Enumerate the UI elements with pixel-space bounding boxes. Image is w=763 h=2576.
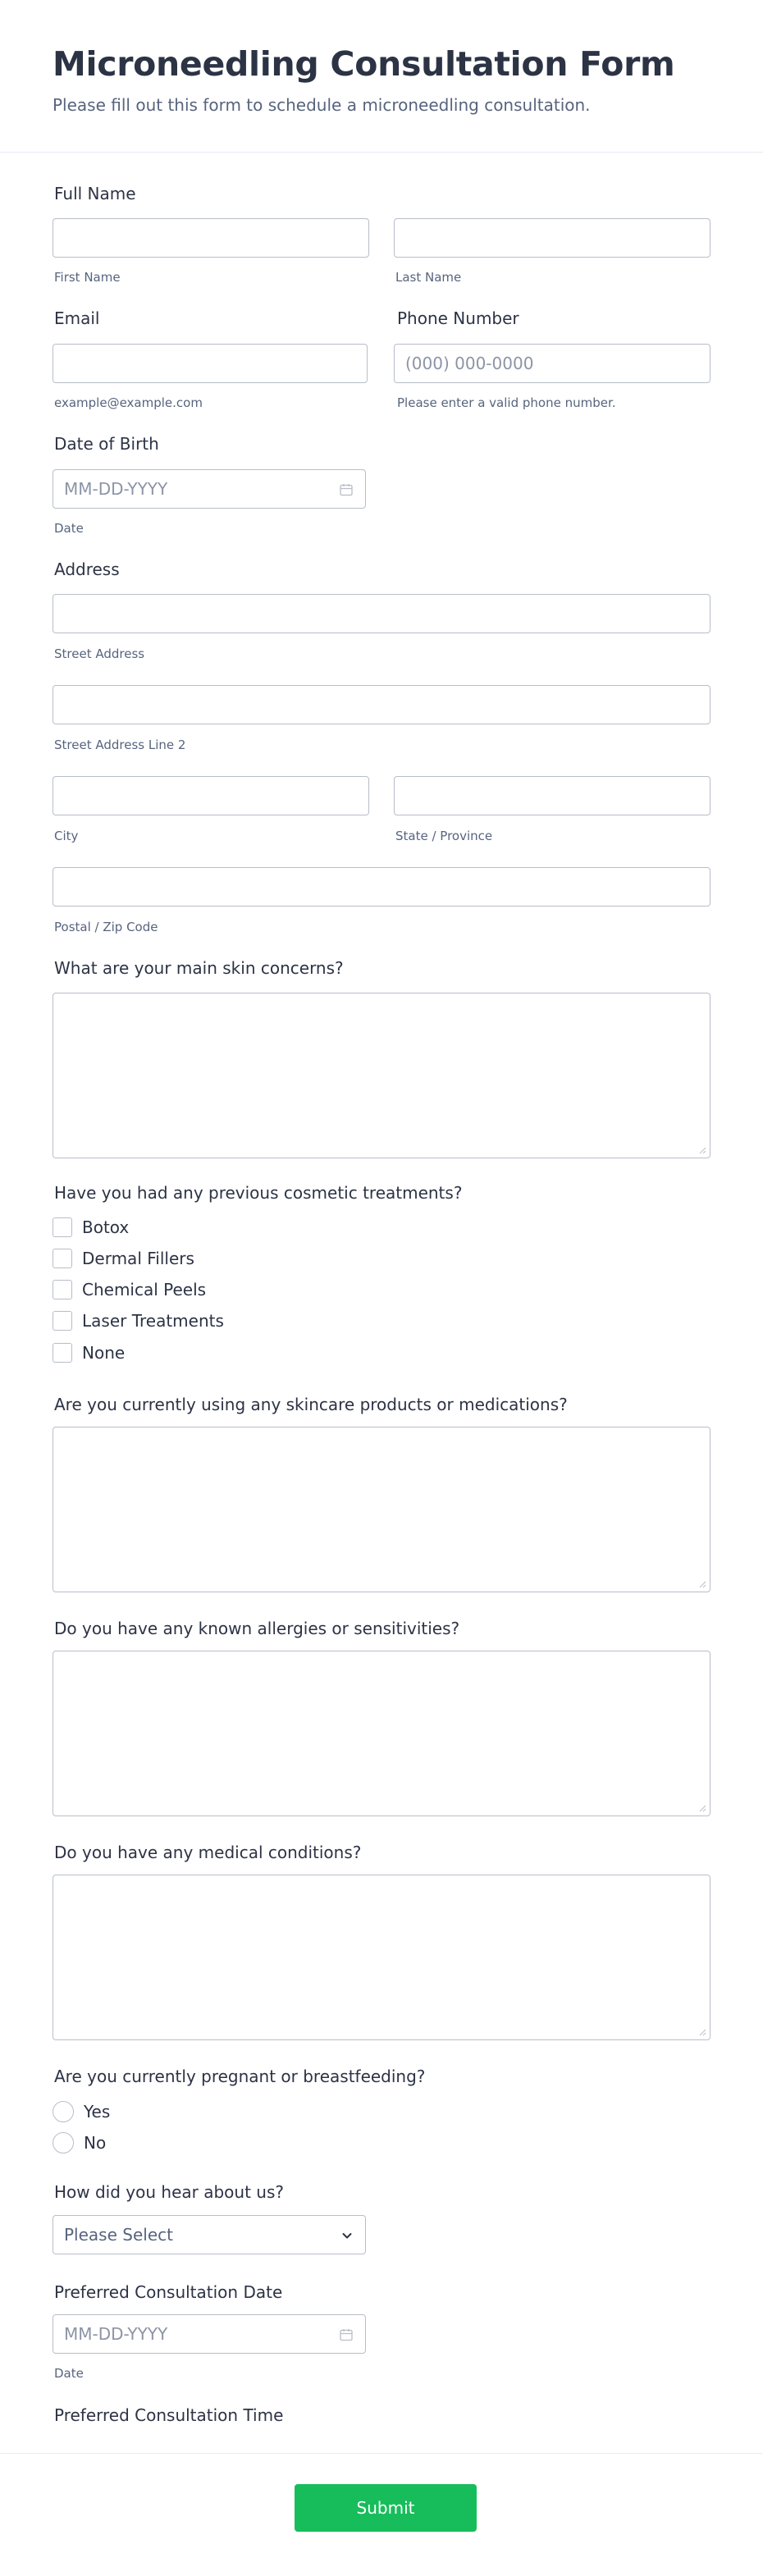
option-label: No bbox=[84, 2133, 107, 2153]
checkbox[interactable] bbox=[53, 1311, 72, 1331]
medical-textarea[interactable] bbox=[53, 1875, 710, 2040]
consult-time-label: Preferred Consultation Time bbox=[54, 2405, 284, 2425]
submit-button[interactable]: Submit bbox=[295, 2484, 477, 2532]
treatment-option-dermal-fillers[interactable] bbox=[53, 1247, 194, 1270]
resize-handle-icon[interactable] bbox=[698, 1580, 706, 1588]
calendar-icon[interactable] bbox=[339, 2327, 354, 2342]
email-field[interactable] bbox=[53, 344, 368, 383]
dob-input[interactable] bbox=[53, 469, 366, 509]
calendar-icon[interactable] bbox=[339, 482, 354, 497]
full-name-label: Full Name bbox=[54, 184, 136, 203]
city-sublabel: City bbox=[54, 829, 79, 843]
form-footer bbox=[0, 2453, 763, 2576]
chevron-down-icon bbox=[340, 2229, 354, 2242]
radio-button[interactable] bbox=[53, 2101, 74, 2122]
consult-date-label: Preferred Consultation Date bbox=[54, 2282, 283, 2302]
pregnant-option-no[interactable] bbox=[53, 2131, 106, 2154]
phone-placeholder: (000) 000-0000 bbox=[405, 354, 534, 373]
zip-input[interactable] bbox=[53, 867, 710, 907]
first-name-input[interactable] bbox=[53, 218, 369, 258]
consult-date-input[interactable] bbox=[53, 2314, 366, 2354]
skin-concerns-label: What are your main skin concerns? bbox=[54, 958, 344, 978]
checkbox[interactable] bbox=[53, 1217, 72, 1237]
radio-button[interactable] bbox=[53, 2132, 74, 2154]
referral-label: How did you hear about us? bbox=[54, 2182, 284, 2202]
pregnant-option-yes[interactable] bbox=[53, 2100, 110, 2123]
zip-sublabel: Postal / Zip Code bbox=[54, 920, 158, 934]
resize-handle-icon[interactable] bbox=[698, 1146, 706, 1154]
street-address-2-input[interactable] bbox=[53, 685, 710, 724]
street-address-input[interactable] bbox=[53, 594, 710, 633]
option-label: Chemical Peels bbox=[82, 1280, 207, 1299]
option-label: None bbox=[82, 1343, 126, 1363]
treatment-option-laser-treatments[interactable] bbox=[53, 1309, 224, 1332]
treatment-option-none[interactable] bbox=[53, 1341, 125, 1364]
allergies-label: Do you have any known allergies or sensitivities? bbox=[54, 1619, 460, 1638]
allergies-textarea[interactable] bbox=[53, 1651, 710, 1816]
option-label: Botox bbox=[82, 1217, 130, 1237]
address-label: Address bbox=[54, 560, 120, 579]
first-name-sublabel: First Name bbox=[54, 270, 121, 285]
street-address-2-sublabel: Street Address Line 2 bbox=[54, 738, 186, 752]
form-title: Microneedling Consultation Form bbox=[53, 44, 675, 84]
products-textarea[interactable] bbox=[53, 1427, 710, 1592]
last-name-input[interactable] bbox=[394, 218, 710, 258]
referral-select[interactable] bbox=[53, 2215, 366, 2254]
option-label: Laser Treatments bbox=[82, 1311, 224, 1331]
treatments-label: Have you had any previous cosmetic treatments? bbox=[54, 1183, 463, 1203]
checkbox[interactable] bbox=[53, 1249, 72, 1268]
consult-date-sublabel: Date bbox=[54, 2366, 84, 2381]
checkbox[interactable] bbox=[53, 1343, 72, 1363]
last-name-sublabel: Last Name bbox=[395, 270, 462, 285]
skin-concerns-textarea[interactable] bbox=[53, 993, 710, 1158]
treatment-option-chemical-peels[interactable] bbox=[53, 1278, 206, 1301]
medical-label: Do you have any medical conditions? bbox=[54, 1843, 362, 1862]
street-address-sublabel: Street Address bbox=[54, 646, 145, 661]
resize-handle-icon[interactable] bbox=[698, 1804, 706, 1812]
form-header bbox=[0, 0, 763, 153]
dob-label: Date of Birth bbox=[54, 434, 159, 454]
resize-handle-icon[interactable] bbox=[698, 2028, 706, 2036]
state-sublabel: State / Province bbox=[395, 829, 493, 843]
option-label: Yes bbox=[84, 2102, 111, 2122]
city-input[interactable] bbox=[53, 776, 369, 815]
form-body bbox=[0, 153, 763, 2455]
treatment-option-botox[interactable] bbox=[53, 1216, 129, 1239]
products-label: Are you currently using any skincare products or medications? bbox=[54, 1395, 568, 1414]
state-input[interactable] bbox=[394, 776, 710, 815]
checkbox[interactable] bbox=[53, 1280, 72, 1299]
referral-selected-value: Please Select bbox=[64, 2225, 173, 2245]
consult-date-placeholder: MM-DD-YYYY bbox=[64, 2324, 168, 2344]
phone-field[interactable] bbox=[394, 344, 710, 383]
option-label: Dermal Fillers bbox=[82, 1249, 194, 1268]
form-subtitle: Please fill out this form to schedule a microneedling consultation. bbox=[53, 95, 591, 115]
email-label: Email bbox=[54, 308, 100, 328]
phone-label: Phone Number bbox=[397, 308, 519, 328]
email-sublabel: example@example.com bbox=[54, 395, 203, 410]
phone-sublabel: Please enter a valid phone number. bbox=[397, 395, 616, 410]
pregnant-label: Are you currently pregnant or breastfeeding? bbox=[54, 2067, 426, 2086]
dob-placeholder: MM-DD-YYYY bbox=[64, 479, 168, 499]
dob-sublabel: Date bbox=[54, 521, 84, 536]
